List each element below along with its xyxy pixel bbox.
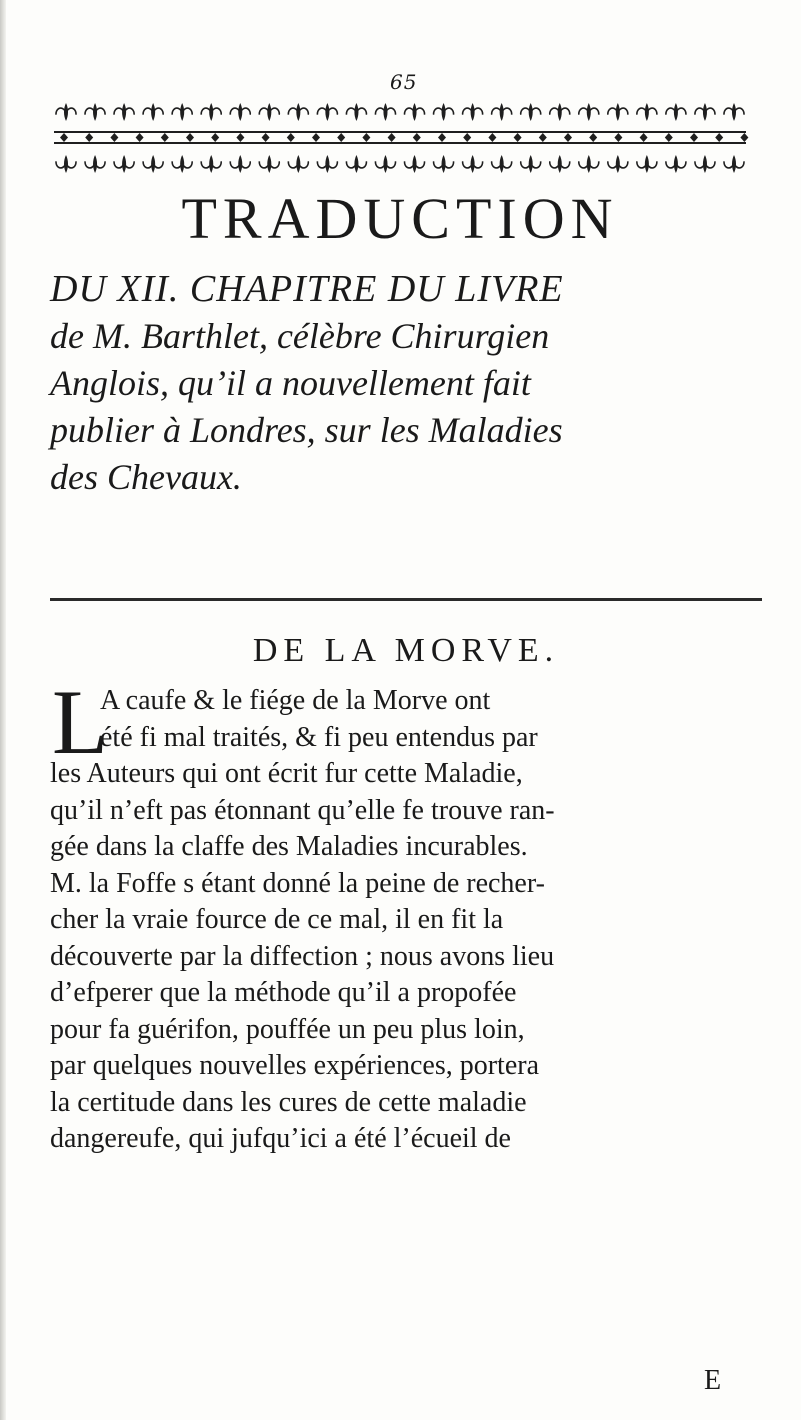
- ornament-lozenge: [640, 133, 648, 142]
- ornament-lozenge: [539, 133, 547, 142]
- fleuron: [230, 155, 250, 173]
- paragraph-line: par quelques nouvelles expériences, portera: [50, 1050, 540, 1081]
- page-number: 65: [390, 70, 418, 94]
- subtitle-line: DU XII. CHAPITRE DU LIVRE: [50, 268, 564, 310]
- subtitle-line: Anglois, qu’il a nouvellement fait: [50, 363, 531, 403]
- fleuron-row-top: [56, 103, 744, 121]
- subtitle-line: publier à Londres, sur les Maladies: [50, 410, 563, 450]
- fleuron-row-bottom: [56, 155, 744, 173]
- fleuron: [463, 155, 483, 173]
- fleuron: [579, 155, 599, 173]
- fleuron: [375, 103, 395, 121]
- ornament-lozenge: [161, 133, 169, 142]
- body-paragraph: [50, 671, 762, 1158]
- fleuron: [317, 155, 337, 173]
- fleuron: [56, 155, 76, 173]
- fleuron: [346, 155, 366, 173]
- ornament-lozenge: [85, 133, 93, 142]
- ornament-lozenge: [312, 133, 320, 142]
- paragraph-line: A caufe & le fiége de la Morve ont: [100, 685, 491, 716]
- fleuron: [637, 155, 657, 173]
- ornament-lozenge: [740, 133, 748, 142]
- fleuron: [492, 155, 512, 173]
- ornament-lozenge: [463, 133, 471, 142]
- ornament-lozenge: [665, 133, 673, 142]
- fleuron: [85, 155, 105, 173]
- fleuron: [56, 103, 76, 121]
- fleuron: [143, 103, 163, 121]
- fleuron: [230, 103, 250, 121]
- ornament-lozenge: [136, 133, 144, 142]
- ornament-lozenge: [60, 133, 68, 142]
- fleuron: [405, 103, 425, 121]
- fleuron: [172, 103, 192, 121]
- subtitle-line: de M. Barthlet, célèbre Chirurgien: [50, 316, 550, 356]
- fleuron: [724, 103, 744, 121]
- fleuron: [434, 103, 454, 121]
- page-binding-edge: [0, 0, 6, 1420]
- fleuron-band: [50, 90, 750, 182]
- fleuron-row-middle: [54, 131, 748, 144]
- header-ornament: [50, 90, 750, 182]
- fleuron: [434, 155, 454, 173]
- fleuron: [637, 103, 657, 121]
- fleuron: [259, 155, 279, 173]
- ornament-lozenge: [262, 133, 270, 142]
- fleuron: [521, 103, 541, 121]
- ornament-lozenge: [438, 133, 446, 142]
- fleuron: [695, 155, 715, 173]
- fleuron: [114, 155, 134, 173]
- fleuron: [201, 155, 221, 173]
- ornament-lozenge: [690, 133, 698, 142]
- section-divider: [50, 598, 762, 601]
- catchword: E: [704, 1365, 722, 1396]
- fleuron: [463, 103, 483, 121]
- ornament-lozenge: [211, 133, 219, 142]
- fleuron: [172, 155, 192, 173]
- fleuron: [288, 103, 308, 121]
- fleuron: [405, 155, 425, 173]
- paragraph-line: cher la vraie fource de ce mal, il en fit la: [50, 904, 504, 935]
- fleuron: [521, 155, 541, 173]
- ornament-lozenge: [488, 133, 496, 142]
- ornament-lozenge: [362, 133, 370, 142]
- paragraph-line: gée dans la claffe des Maladies incurables.: [50, 831, 528, 862]
- fleuron: [143, 155, 163, 173]
- chapter-subtitle: [50, 266, 770, 501]
- paragraph-line: la certitude dans les cures de cette maladie: [50, 1086, 527, 1118]
- fleuron: [492, 103, 512, 121]
- paragraph-line: les Auteurs qui ont écrit fur cette Maladie,: [50, 758, 523, 789]
- fleuron: [608, 155, 628, 173]
- subtitle-line: des Chevaux.: [50, 457, 242, 497]
- ornament-lozenge: [413, 133, 421, 142]
- paragraph-line: découverte par la diffection ; nous avons lieu: [50, 940, 555, 972]
- fleuron: [346, 103, 366, 121]
- ornament-lozenge: [614, 133, 622, 142]
- fleuron: [550, 155, 570, 173]
- page-title: TRADUCTION: [181, 186, 619, 251]
- fleuron: [666, 103, 686, 121]
- fleuron: [201, 103, 221, 121]
- ornament-lozenge: [715, 133, 723, 142]
- fleuron: [695, 103, 715, 121]
- paragraph-line: pour fa guérifon, pouffée un peu plus loin,: [50, 1013, 525, 1045]
- fleuron: [114, 103, 134, 121]
- fleuron: [579, 103, 599, 121]
- ornament-lozenge: [564, 133, 572, 142]
- fleuron: [724, 155, 744, 173]
- paragraph-line: M. la Foffe s étant donné la peine de recher-: [50, 867, 545, 899]
- ornament-lozenge: [337, 133, 345, 142]
- paragraph-line: d’efperer que la méthode qu’il a propofée: [50, 977, 517, 1008]
- ornament-lozenge: [388, 133, 396, 142]
- fleuron: [288, 155, 308, 173]
- ornament-rule: [54, 142, 746, 144]
- ornament-rule: [54, 131, 746, 133]
- fleuron: [85, 103, 105, 121]
- ornament-lozenge: [110, 133, 118, 142]
- fleuron: [608, 103, 628, 121]
- ornament-lozenge: [287, 133, 295, 142]
- ornament-lozenge: [589, 133, 597, 142]
- drop-cap-letter: L: [52, 671, 109, 773]
- fleuron: [259, 103, 279, 121]
- ornament-lozenge: [186, 133, 194, 142]
- fleuron: [550, 103, 570, 121]
- fleuron: [317, 103, 337, 121]
- fleuron: [666, 155, 686, 173]
- ornament-lozenge: [514, 133, 522, 142]
- fleuron: [375, 155, 395, 173]
- paragraph-line: dangereufe, qui jufqu’ici a été l’écueil de: [50, 1123, 511, 1154]
- ornament-lozenge: [236, 133, 244, 142]
- paragraph-line: qu’il n’eft pas étonnant qu’elle fe trouve ran-: [50, 794, 555, 826]
- paragraph-line: été fi mal traités, & fi peu entendus par: [100, 721, 538, 753]
- section-heading: DE LA MORVE.: [252, 632, 560, 669]
